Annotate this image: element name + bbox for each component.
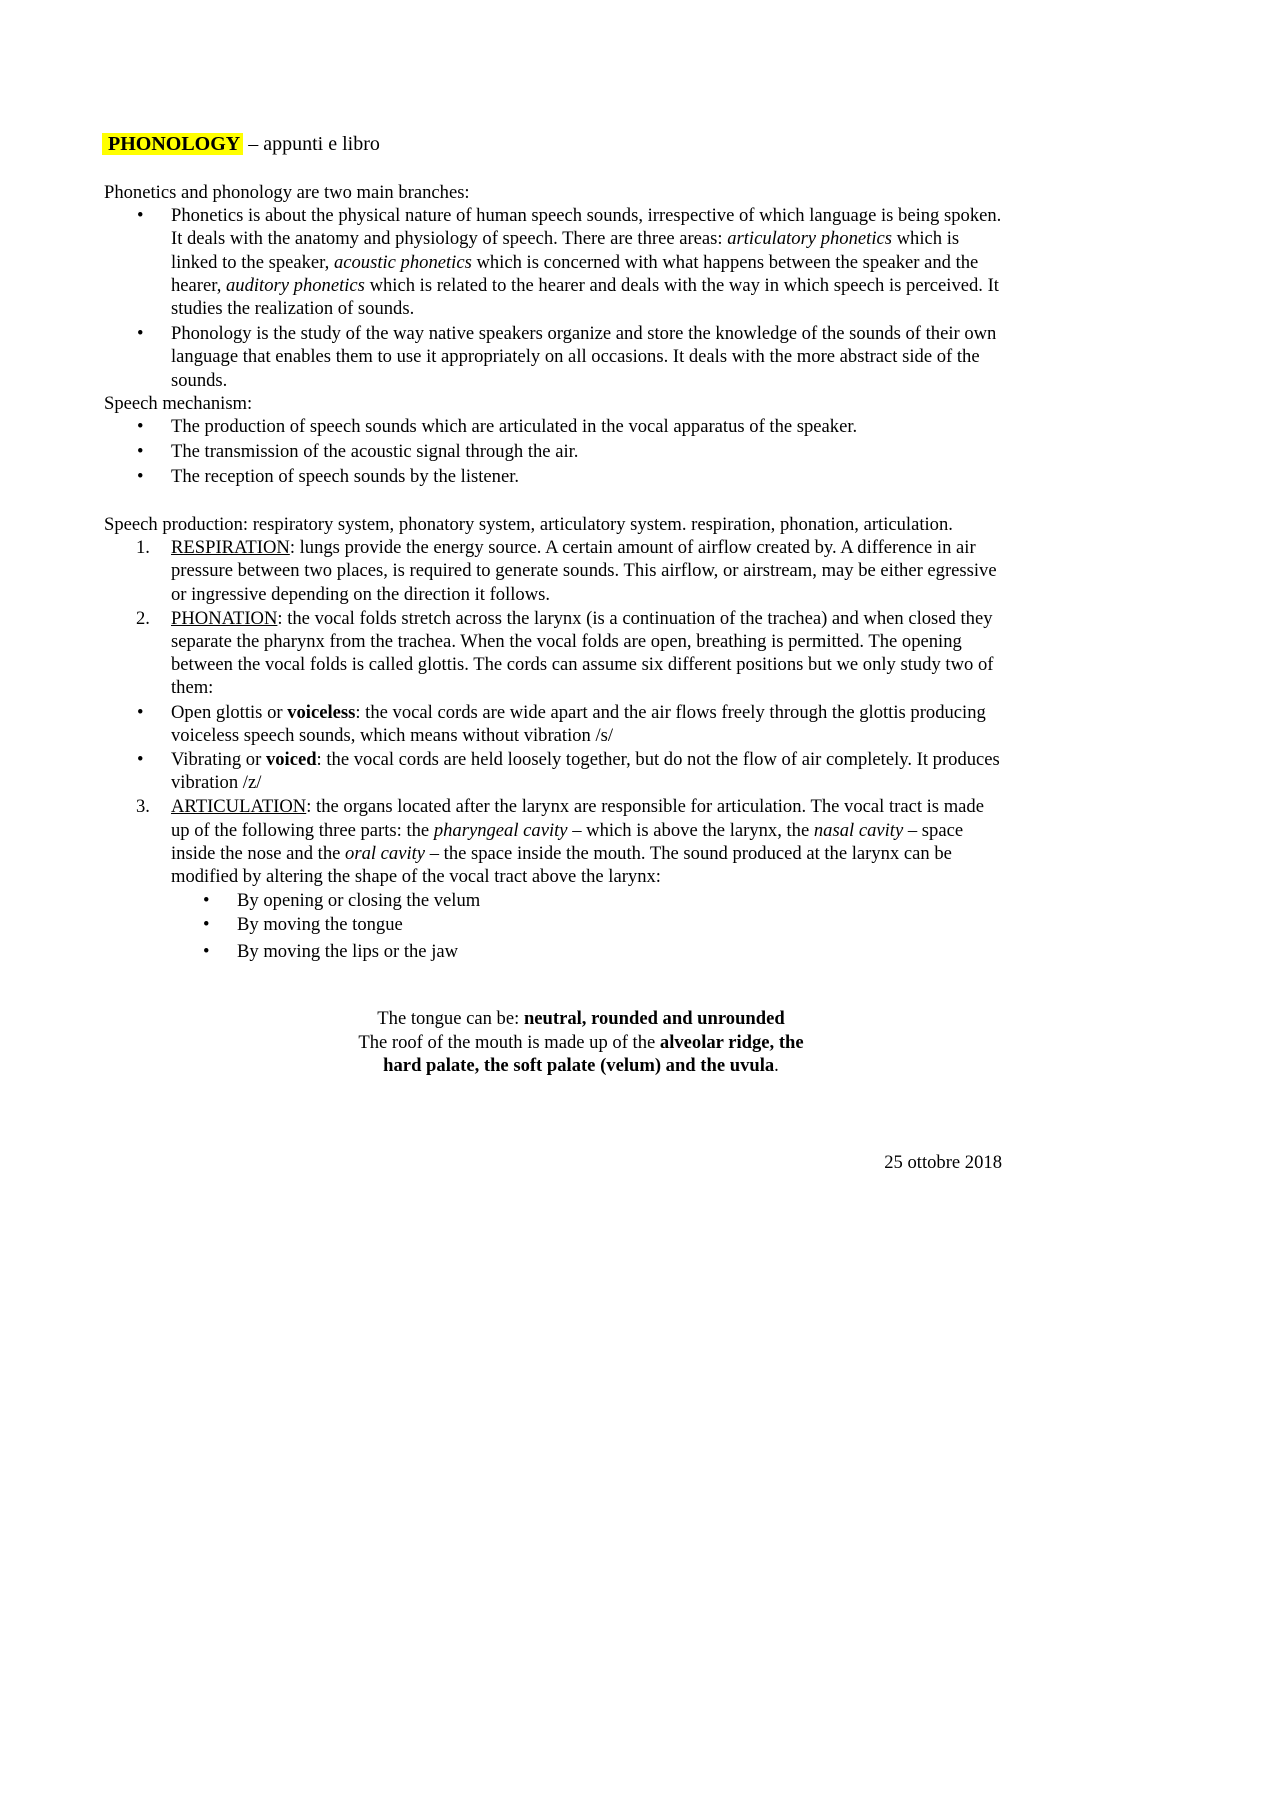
list-item (104, 415, 1002, 438)
list-item (104, 889, 1002, 912)
bullet-icon: • (137, 416, 144, 438)
bullet-icon: • (137, 749, 144, 771)
tongue-text: The tongue can be: (377, 1008, 524, 1029)
roof-bold: alveolar ridge, the (659, 1032, 804, 1053)
mechanism-item-text: The reception of speech sounds by the listener. (171, 466, 520, 488)
list-item-voiceless (104, 701, 1002, 747)
voiceless-text: : the vocal cords are wide apart and the air flows freely through the glottis producing voiceless speech sounds, which means without vibration /s/ (171, 701, 986, 746)
term-nasal-cavity: nasal cavity (813, 819, 904, 841)
steps-list (104, 536, 1002, 963)
title-subtitle: – appunti e libro (243, 133, 380, 155)
roof-bold: hard palate, the soft palate (velum) and the uvula (383, 1055, 775, 1076)
term-auditory-phonetics: auditory phonetics (226, 274, 365, 296)
step-label: PHONATION (171, 607, 278, 629)
branches-section (104, 181, 1002, 489)
list-item-phonology (104, 322, 1002, 392)
mechanism-item-text: The production of speech sounds which are articulated in the vocal apparatus of the speaker. (171, 416, 858, 438)
phonetics-text: Phonetics is about the physical nature of human speech sounds, irrespective of which language is being spoken. It deals with the anatomy and physiology of speech. There are three areas: (171, 205, 1002, 250)
tongue-bold: neutral, rounded and unrounded (523, 1008, 785, 1029)
branches-list (104, 204, 1002, 392)
phonetics-text: which is related to the hearer and deals with the way in which speech is perceived. It studies the realization of sounds. (171, 274, 999, 320)
term-pharyngeal-cavity: pharyngeal cavity (433, 819, 568, 841)
intro-line: Phonetics and phonology are two main branches: (104, 182, 470, 203)
phonology-text: Phonology is the study of the way native speakers organize and store the knowledge of the sounds of their own language that enables them to use it appropriately on all occasions. It deals with the more abstract side of the sounds. (171, 323, 997, 391)
page-title (104, 131, 380, 157)
title-highlight: PHONOLOGY (102, 133, 243, 155)
step-number: 1. (136, 537, 150, 559)
step-number: 2. (136, 607, 150, 629)
term-oral-cavity: oral cavity (345, 842, 426, 864)
document-date: 25 ottobre 2018 (884, 1152, 1002, 1173)
mechanism-heading: Speech mechanism: (104, 392, 253, 414)
phonetics-text: which is linked to the speaker, (171, 228, 960, 273)
voiceless-text: Open glottis or (171, 701, 288, 723)
step-label: ARTICULATION (171, 796, 307, 818)
step-text: – space inside the nose and the (171, 819, 964, 864)
step-text: : lungs provide the energy source. A certain amount of airflow created by. A difference in air pressure between two places, is required to generate sounds. This airflow, or airstream, may be either egressive or ingressive depending on the direction it follows. (171, 537, 997, 605)
list-item-voiced (104, 748, 1002, 794)
list-item-respiration (104, 536, 1002, 606)
mechanism-item-text: The transmission of the acoustic signal through the air. (171, 441, 579, 463)
tongue-note (104, 1007, 1058, 1030)
step-number: 3. (136, 796, 150, 818)
roof-text: . (774, 1055, 779, 1076)
articulation-subitem: By moving the tongue (237, 914, 403, 936)
bullet-icon: • (137, 701, 144, 723)
bullet-icon: • (137, 205, 144, 227)
articulation-subitem: By opening or closing the velum (237, 890, 481, 912)
bullet-icon: • (137, 441, 144, 463)
bullet-icon: • (137, 323, 144, 345)
production-section (104, 513, 1002, 963)
phonetics-text: which is concerned with what happens between the speaker and the hearer, (171, 251, 979, 296)
step-label: RESPIRATION (171, 537, 290, 559)
term-acoustic-phonetics: acoustic phonetics (333, 251, 472, 273)
roof-note-line2 (104, 1054, 1058, 1077)
step-text: : the vocal folds stretch across the larynx (is a continuation of the trachea) and when closed they separate the pharynx from the trachea. When the vocal folds are open, breathing is permitted. The opening between the vocal folds is called glottis. The cords can assume six different positions but we only study two of them: (171, 607, 994, 699)
list-item-phonation (104, 607, 1002, 700)
roof-note (104, 1031, 1058, 1054)
roof-text: The roof of the mouth is made up of the (358, 1032, 660, 1053)
list-item-articulation (104, 795, 1002, 888)
list-item (104, 440, 1002, 463)
production-line: Speech production: respiratory system, phonatory system, articulatory system. respiration, phonation, articulation. (104, 514, 953, 535)
bullet-icon: • (137, 466, 144, 488)
list-item (104, 913, 1002, 936)
bullet-icon: • (203, 940, 210, 962)
list-item-phonetics (104, 204, 1002, 320)
bullet-icon: • (203, 890, 210, 912)
list-item (104, 465, 1002, 488)
mechanism-list (104, 415, 1002, 489)
list-item (104, 940, 1002, 963)
voiced-text: Vibrating or (171, 749, 266, 771)
step-text: – the space inside the mouth. The sound produced at the larynx can be modified by altering the shape of the vocal tract above the larynx: (171, 842, 952, 888)
articulation-subitem: By moving the lips or the jaw (237, 940, 459, 962)
term-voiced: voiced (265, 749, 317, 771)
term-articulatory-phonetics: articulatory phonetics (727, 228, 892, 250)
term-voiceless: voiceless (287, 701, 356, 723)
step-text: : the organs located after the larynx are responsible for articulation. The vocal tract is made up of the following three parts: the (171, 796, 984, 841)
bullet-icon: • (203, 914, 210, 936)
voiced-text: : the vocal cords are held loosely together, but do not the flow of air completely. It produces vibration /z/ (171, 749, 1000, 794)
step-text: – which is above the larynx, the (567, 819, 814, 841)
